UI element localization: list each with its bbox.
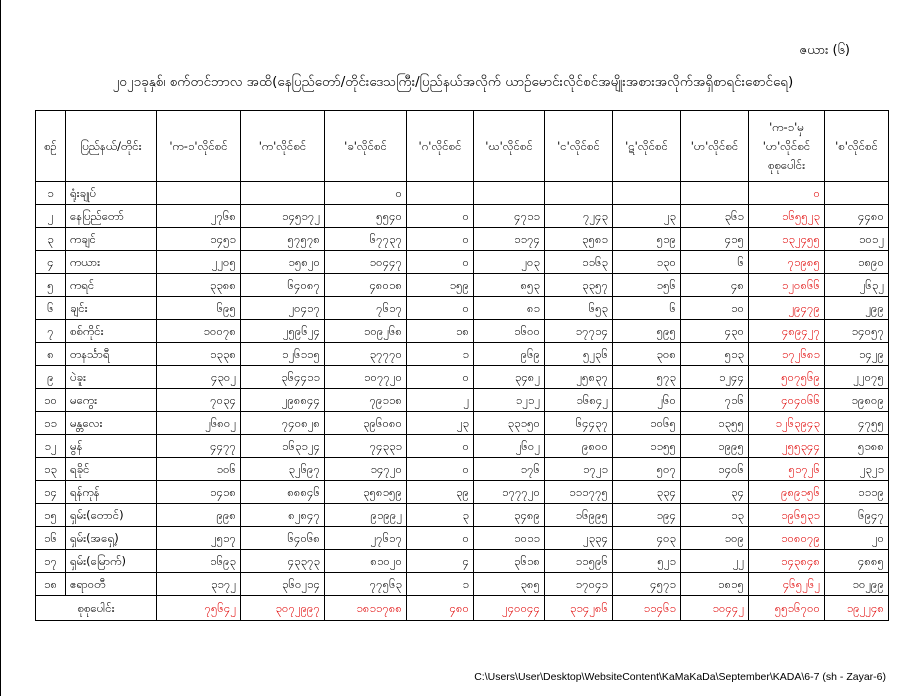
- cell-gha: ၁၂၁၂: [474, 389, 545, 412]
- table-row: [36, 481, 889, 504]
- cell-no: ၄: [36, 251, 66, 274]
- header-cell: 'က'လိုင်စင်: [241, 111, 325, 182]
- cell-total: ၇၁၉၈၅: [749, 251, 825, 274]
- cell-gha: ၂၀၃: [474, 251, 545, 274]
- cell-ka: ၃၆၀၂၁၄: [241, 573, 325, 596]
- cell-no: ၈: [36, 343, 66, 366]
- cell-tta: ၁၅၆: [613, 274, 681, 297]
- cell-ga: ၁၈: [407, 320, 474, 343]
- cell-ka: ၁၆၃၁၂၄: [241, 435, 325, 458]
- cell-ka: ၃၂၆၉၇: [241, 458, 325, 481]
- cell-tta: ၄၅၇၁: [613, 573, 681, 596]
- file-path: C:\Users\User\Desktop\WebsiteContent\KaMaKaDa\September\KADA\6-7 (sh - Zayar-6): [474, 671, 886, 683]
- cell-kha: ၅၅၄၀: [325, 205, 407, 228]
- cell-sa: ၂၃၂၁: [825, 458, 889, 481]
- cell-sa: ၆၉၄၇: [825, 504, 889, 527]
- cell-name: ကချင်: [66, 228, 157, 251]
- cell-ha: ၁၈၁၅: [681, 573, 749, 596]
- cell-gha: ၃၃၁၅၀: [474, 412, 545, 435]
- cell-k1: ၉၉၈: [157, 504, 241, 527]
- cell-tta: ၅၇၃: [613, 366, 681, 389]
- cell-gha: ၈၅၃: [474, 274, 545, 297]
- totals-cell: ၅၅၁၆၇၀၀: [749, 596, 825, 621]
- cell-nga: ၁၁၁၇၇၅: [545, 481, 613, 504]
- cell-gha: ၁၇၇၇၂၀: [474, 481, 545, 504]
- cell-total: ၁၂၀၈၆၆: [749, 274, 825, 297]
- cell-no: ၆: [36, 297, 66, 320]
- header-cell: 'ဟ'လိုင်စင်: [681, 111, 749, 182]
- cell-kha: ၁၄၇၂၀: [325, 458, 407, 481]
- cell-nga: ၂၅၈၃၇: [545, 366, 613, 389]
- cell-tta: ၁၁၅၅: [613, 435, 681, 458]
- cell-k1: ၁၄၁၈: [157, 481, 241, 504]
- cell-name: ပဲခူး: [66, 366, 157, 389]
- cell-sa: [825, 182, 889, 205]
- cell-name: ရှမ်း(မြောက်): [66, 550, 157, 573]
- totals-label: စုစုပေါင်း: [36, 596, 157, 621]
- cell-name: မကွေး: [66, 389, 157, 412]
- cell-total: ၄၈၉၄၂၇: [749, 320, 825, 343]
- cell-name: ကယား: [66, 251, 157, 274]
- page-title: ၂၀၂၁ခုနှစ်၊ စက်တင်ဘာလ အထိ(နေပြည်တော်/တိုင်းဒေသကြီး/ပြည်နယ်အလိုက် ယာဉ်မောင်းလိုင်စင်အမျိုးအစားအလိုက်အရှိစာရင်းစောင်ရေ): [112, 74, 794, 90]
- cell-total: ၅၁၇၂၆: [749, 458, 825, 481]
- cell-sa: ၂၂၀၇၅: [825, 366, 889, 389]
- cell-ha: ၁၂၄၄: [681, 366, 749, 389]
- cell-kha: ၇၆၁၇: [325, 297, 407, 320]
- cell-kha: ၇၇၅၆၃: [325, 573, 407, 596]
- table-row: [36, 366, 889, 389]
- cell-ga: ၀: [407, 527, 474, 550]
- totals-row: [36, 596, 889, 621]
- table-reference: ဇယား (၆): [799, 43, 850, 58]
- cell-nga: ၃၅၈၁: [545, 228, 613, 251]
- cell-name: ချင်း: [66, 297, 157, 320]
- cell-no: ၃: [36, 228, 66, 251]
- cell-total: ၄၆၅၂၆၂: [749, 573, 825, 596]
- cell-ka: ၁၄၅၁၇၂: [241, 205, 325, 228]
- cell-ha: ၅၁၃: [681, 343, 749, 366]
- cell-ha: ၄၁၅: [681, 228, 749, 251]
- table-row: [36, 550, 889, 573]
- cell-sa: ၂၀: [825, 527, 889, 550]
- cell-sa: ၁၄၂၉: [825, 343, 889, 366]
- cell-nga: ၁၆၉၉၅: [545, 504, 613, 527]
- cell-k1: ၄၄၇၇: [157, 435, 241, 458]
- cell-sa: ၅၁၈၈: [825, 435, 889, 458]
- cell-k1: ၆၉၅: [157, 297, 241, 320]
- cell-k1: ၂၆၈၀၂: [157, 412, 241, 435]
- cell-kha: ၁၀၄၄၇: [325, 251, 407, 274]
- cell-gha: ၃၆၁၈: [474, 550, 545, 573]
- cell-nga: ၆၄၄၃၇: [545, 412, 613, 435]
- cell-no: ၁၀: [36, 389, 66, 412]
- header-cell: 'က-၁'မှ 'ဟ'လိုင်စင် စုစုပေါင်း: [749, 111, 825, 182]
- table-row: [36, 504, 889, 527]
- cell-gha: ၃၄၈၂: [474, 366, 545, 389]
- cell-name: ကရင်: [66, 274, 157, 297]
- cell-tta: [613, 182, 681, 205]
- cell-ga: ၁: [407, 343, 474, 366]
- cell-ha: ၁၀၉: [681, 527, 749, 550]
- cell-sa: ၄၈၈၅: [825, 550, 889, 573]
- cell-k1: ၃၁၇၂: [157, 573, 241, 596]
- cell-ha: ၁၉၉၅: [681, 435, 749, 458]
- totals-cell: ၇၅၆၄၂: [157, 596, 241, 621]
- cell-total: ၀: [749, 182, 825, 205]
- cell-ga: ၃: [407, 504, 474, 527]
- cell-total: ၂၉၄၇၉: [749, 297, 825, 320]
- cell-ha: ၂၂: [681, 550, 749, 573]
- cell-ga: ၂: [407, 389, 474, 412]
- cell-ha: ၃၆၁: [681, 205, 749, 228]
- table-row: [36, 573, 889, 596]
- left-margin-rule: [0, 0, 1, 696]
- cell-nga: [545, 182, 613, 205]
- cell-name: ရှမ်း(တောင်): [66, 504, 157, 527]
- cell-name: မွန်: [66, 435, 157, 458]
- cell-gha: ၈၁: [474, 297, 545, 320]
- totals-cell: ၂၄၀၀၄၄: [474, 596, 545, 621]
- table-row: [36, 228, 889, 251]
- cell-sa: ၄၇၅၅: [825, 412, 889, 435]
- cell-ha: ၁၄၀၆: [681, 458, 749, 481]
- cell-name: တနင်္သာရီ: [66, 343, 157, 366]
- cell-ha: ၁၀: [681, 297, 749, 320]
- cell-total: ၁၀၈၀၇၉: [749, 527, 825, 550]
- cell-kha: ၇၉၁၁၈: [325, 389, 407, 412]
- cell-ka: ၁၂၆၁၁၅: [241, 343, 325, 366]
- cell-ha: ၄၃၀: [681, 320, 749, 343]
- cell-gha: ၁၇၆: [474, 458, 545, 481]
- header-cell: 'က-၁'လိုင်စင်: [157, 111, 241, 182]
- cell-kha: ၁၀၉၂၆၈: [325, 320, 407, 343]
- table-body: [36, 182, 889, 596]
- cell-no: ၇: [36, 320, 66, 343]
- cell-ka: ၈၂၈၄၇: [241, 504, 325, 527]
- table-row: [36, 343, 889, 366]
- cell-tta: ၅၂၁: [613, 550, 681, 573]
- cell-tta: ၄၀၃: [613, 527, 681, 550]
- cell-nga: ၁၇၀၄၁: [545, 573, 613, 596]
- cell-ga: ၄: [407, 550, 474, 573]
- cell-total: ၁၂၆၃၉၄၃: [749, 412, 825, 435]
- cell-tta: ၅၀၇: [613, 458, 681, 481]
- cell-k1: ၁၃၃၈: [157, 343, 241, 366]
- cell-gha: ၂၆၀၂: [474, 435, 545, 458]
- cell-nga: ၇၂၄၃: [545, 205, 613, 228]
- cell-sa: ၁၉၈၀၉: [825, 389, 889, 412]
- cell-gha: ၃၄၈၉: [474, 504, 545, 527]
- cell-gha: ၃၈၅: [474, 573, 545, 596]
- cell-ka: ၇၄၀၈၂၈: [241, 412, 325, 435]
- cell-no: ၁၆: [36, 527, 66, 550]
- cell-nga: ၆၅၃: [545, 297, 613, 320]
- cell-kha: ၆၇၇၃၇: [325, 228, 407, 251]
- cell-ka: ၈၈၈၄၆: [241, 481, 325, 504]
- header-cell: 'င'လိုင်စင်: [545, 111, 613, 182]
- cell-total: ၁၉၆၅၃၁: [749, 504, 825, 527]
- totals-cell: ၃၁၄၂၈၆: [545, 596, 613, 621]
- cell-sa: ၄၄၈၀: [825, 205, 889, 228]
- cell-no: ၁၁: [36, 412, 66, 435]
- cell-ga: ၀: [407, 435, 474, 458]
- cell-sa: ၁၀၂၉၉: [825, 573, 889, 596]
- cell-ga: ၀: [407, 458, 474, 481]
- cell-ha: ၁၃: [681, 504, 749, 527]
- cell-total: ၅၀၇၅၆၉: [749, 366, 825, 389]
- cell-ha: ၆: [681, 251, 749, 274]
- cell-name: ရုံးချုပ်: [66, 182, 157, 205]
- cell-tta: ၁၉၄: [613, 504, 681, 527]
- cell-k1: ၁၀၀၇၈: [157, 320, 241, 343]
- cell-ha: ၄၈: [681, 274, 749, 297]
- table-row: [36, 297, 889, 320]
- cell-total: ၁၃၂၄၅၅: [749, 228, 825, 251]
- cell-total: ၄၀၄၀၆၆: [749, 389, 825, 412]
- cell-kha: ၂၇၆၁၇: [325, 527, 407, 550]
- table-row: [36, 320, 889, 343]
- cell-ga: ၃၉: [407, 481, 474, 504]
- cell-k1: ၂၇၆၈: [157, 205, 241, 228]
- cell-ga: [407, 182, 474, 205]
- cell-total: ၁၇၂၆၈၁: [749, 343, 825, 366]
- cell-kha: ၈၁၀၂၀: [325, 550, 407, 573]
- cell-gha: ၁၀၁၁: [474, 527, 545, 550]
- cell-ka: ၄၃၃၇၃: [241, 550, 325, 573]
- cell-kha: ၃၇၇၇၀: [325, 343, 407, 366]
- cell-ga: ၀: [407, 205, 474, 228]
- table-row: [36, 412, 889, 435]
- cell-no: ၁၂: [36, 435, 66, 458]
- cell-tta: ၃၃၄: [613, 481, 681, 504]
- cell-no: ၂: [36, 205, 66, 228]
- cell-name: စစ်ကိုင်း: [66, 320, 157, 343]
- cell-k1: ၂၂၀၅: [157, 251, 241, 274]
- cell-sa: ၁၀၁၂: [825, 228, 889, 251]
- cell-k1: ၇၀၃၄: [157, 389, 241, 412]
- cell-tta: ၁၀၆၅: [613, 412, 681, 435]
- cell-ga: ၀: [407, 228, 474, 251]
- cell-name: ဧရာဝတီ: [66, 573, 157, 596]
- cell-no: ၁၄: [36, 481, 66, 504]
- cell-tta: ၂၃: [613, 205, 681, 228]
- table-row: [36, 527, 889, 550]
- cell-ha: ၁၃၅၅: [681, 412, 749, 435]
- cell-ha: [681, 182, 749, 205]
- totals-cell: ၁၀၄၄၂: [681, 596, 749, 621]
- cell-nga: ၅၂၃၆: [545, 343, 613, 366]
- cell-nga: ၁၆၈၄၂: [545, 389, 613, 412]
- cell-ga: ၀: [407, 297, 474, 320]
- cell-nga: ၁၇၇၁၄: [545, 320, 613, 343]
- cell-kha: ၃၅၈၁၅၉: [325, 481, 407, 504]
- cell-sa: ၁၁၁၉: [825, 481, 889, 504]
- cell-ka: ၆၄၀၆၈: [241, 527, 325, 550]
- cell-no: ၁၇: [36, 550, 66, 573]
- cell-nga: ၂၃၃၄: [545, 527, 613, 550]
- header-cell: စဉ်: [36, 111, 66, 182]
- cell-sa: ၁၄၀၅၇: [825, 320, 889, 343]
- cell-nga: ၁၇၂၁: [545, 458, 613, 481]
- cell-total: ၁၄၃၈၄၈: [749, 550, 825, 573]
- cell-ga: ၀: [407, 251, 474, 274]
- cell-sa: ၁၈၉၀: [825, 251, 889, 274]
- table-row: [36, 182, 889, 205]
- cell-ha: ၃၄: [681, 481, 749, 504]
- cell-k1: [157, 182, 241, 205]
- cell-sa: ၂၆၃၂: [825, 274, 889, 297]
- cell-nga: ၉၈၀၀: [545, 435, 613, 458]
- cell-name: မန္တလေး: [66, 412, 157, 435]
- cell-name: နေပြည်တော်: [66, 205, 157, 228]
- cell-gha: ၁၁၇၄: [474, 228, 545, 251]
- cell-gha: ၁၆၀၀: [474, 320, 545, 343]
- cell-k1: ၁၄၅၁: [157, 228, 241, 251]
- totals-cell: ၁၁၄၆၁: [613, 596, 681, 621]
- cell-ka: ၂၉၈၈၄၄: [241, 389, 325, 412]
- cell-kha: ၃၉၆၀၈၀: [325, 412, 407, 435]
- totals-cell: ၁၉၂၂၄၈: [825, 596, 889, 621]
- cell-gha: ၄၇၁၁: [474, 205, 545, 228]
- cell-total: ၁၆၅၅၂၃: [749, 205, 825, 228]
- table-row: [36, 251, 889, 274]
- header-cell: 'စ'လိုင်စင်: [825, 111, 889, 182]
- table-header-row: [36, 111, 889, 182]
- cell-k1: ၂၅၁၇: [157, 527, 241, 550]
- cell-ka: ၅၇၅၇၈: [241, 228, 325, 251]
- table-row: [36, 458, 889, 481]
- cell-ka: ၁၅၈၂၀: [241, 251, 325, 274]
- cell-ka: ၂၅၉၆၂၄: [241, 320, 325, 343]
- header-cell: ပြည်နယ်/တိုင်း: [66, 111, 157, 182]
- table-row: [36, 205, 889, 228]
- cell-no: ၁: [36, 182, 66, 205]
- cell-tta: ၂၆၀: [613, 389, 681, 412]
- cell-ga: ၁: [407, 573, 474, 596]
- cell-k1: ၄၃၀၂: [157, 366, 241, 389]
- header-cell: 'ဋ'လိုင်စင်: [613, 111, 681, 182]
- cell-tta: ၃၀၈: [613, 343, 681, 366]
- cell-ka: ၃၆၄၄၁၁: [241, 366, 325, 389]
- table-row: [36, 389, 889, 412]
- cell-name: ရန်ကုန်: [66, 481, 157, 504]
- cell-no: ၁၃: [36, 458, 66, 481]
- cell-kha: ၉၁၉၉၂: [325, 504, 407, 527]
- cell-tta: ၅၉၅: [613, 320, 681, 343]
- cell-ka: ၂၀၄၁၇: [241, 297, 325, 320]
- cell-total: ၉၈၉၁၅၆: [749, 481, 825, 504]
- cell-tta: ၅၁၉: [613, 228, 681, 251]
- cell-ga: ၀: [407, 366, 474, 389]
- cell-tta: ၆: [613, 297, 681, 320]
- cell-kha: ၇၄၃၃၁: [325, 435, 407, 458]
- cell-ga: ၁၅၉: [407, 274, 474, 297]
- cell-kha: ၁၀၇၇၂၀: [325, 366, 407, 389]
- cell-name: ရခိုင်: [66, 458, 157, 481]
- cell-ha: ၇၁၆: [681, 389, 749, 412]
- header-cell: 'ဂ'လိုင်စင်: [407, 111, 474, 182]
- license-table: [35, 110, 889, 621]
- cell-no: ၁၅: [36, 504, 66, 527]
- cell-kha: ၄၈၀၁၈: [325, 274, 407, 297]
- header-cell: 'ခ'လိုင်စင်: [325, 111, 407, 182]
- cell-no: ၁၈: [36, 573, 66, 596]
- cell-gha: ၉၆၉: [474, 343, 545, 366]
- totals-cell: ၄၈၀: [407, 596, 474, 621]
- totals-cell: ၃၀၇၂၉၉၇: [241, 596, 325, 621]
- cell-k1: ၁၀၆: [157, 458, 241, 481]
- cell-nga: ၃၃၅၇: [545, 274, 613, 297]
- header-cell: 'ဃ'လိုင်စင်: [474, 111, 545, 182]
- cell-gha: [474, 182, 545, 205]
- cell-tta: ၁၃၀: [613, 251, 681, 274]
- cell-ka: ၆၄၀၈၇: [241, 274, 325, 297]
- cell-nga: ၁၁၅၉၆: [545, 550, 613, 573]
- table-row: [36, 274, 889, 297]
- cell-name: ရှမ်း(အရှေ့): [66, 527, 157, 550]
- cell-no: ၅: [36, 274, 66, 297]
- cell-kha: ၀: [325, 182, 407, 205]
- cell-total: ၂၅၅၃၄၄: [749, 435, 825, 458]
- cell-k1: ၃၃၈၈: [157, 274, 241, 297]
- cell-k1: ၁၆၉၃: [157, 550, 241, 573]
- table-row: [36, 435, 889, 458]
- cell-ga: ၂၃: [407, 412, 474, 435]
- totals-cell: ၁၈၁၁၇၈၈: [325, 596, 407, 621]
- cell-no: ၉: [36, 366, 66, 389]
- cell-sa: ၂၉၉: [825, 297, 889, 320]
- cell-ka: [241, 182, 325, 205]
- cell-nga: ၁၁၆၃: [545, 251, 613, 274]
